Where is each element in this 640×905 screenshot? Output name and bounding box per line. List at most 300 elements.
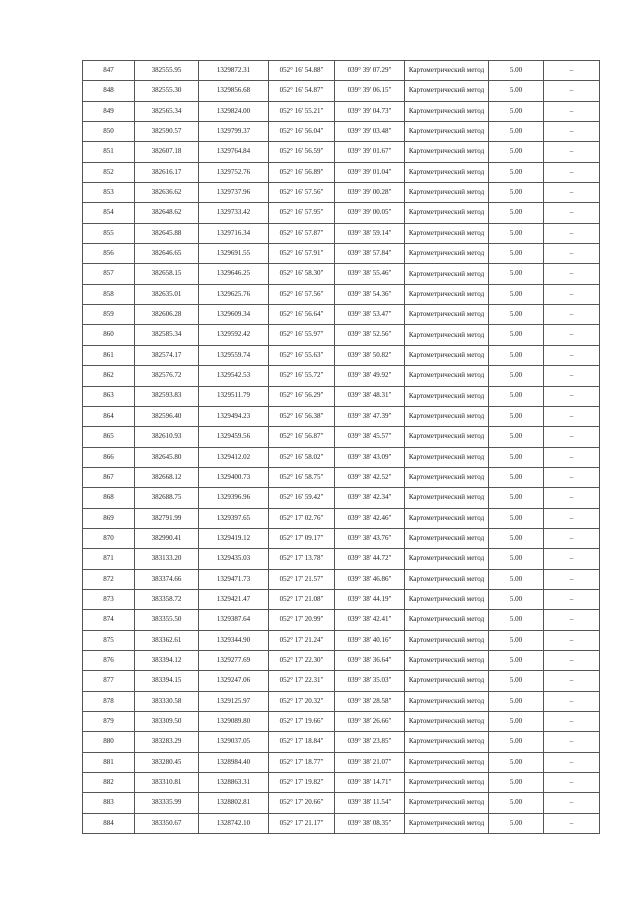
method-cell: Картометрический метод xyxy=(405,691,489,711)
point-number-cell: 884 xyxy=(83,813,135,833)
point-number-cell: 850 xyxy=(83,122,135,142)
y-coordinate-cell: 1329646.25 xyxy=(199,264,269,284)
accuracy-cell: 5.00 xyxy=(489,203,544,223)
method-cell: Картометрический метод xyxy=(405,671,489,691)
note-cell: – xyxy=(544,488,600,508)
longitude-cell: 039° 39' 00.28" xyxy=(335,183,405,203)
point-number-cell: 864 xyxy=(83,406,135,426)
y-coordinate-cell: 1328742.10 xyxy=(199,813,269,833)
method-cell: Картометрический метод xyxy=(405,305,489,325)
y-coordinate-cell: 1329125.97 xyxy=(199,691,269,711)
latitude-cell: 052° 17' 18.77" xyxy=(269,752,335,772)
point-number-cell: 847 xyxy=(83,61,135,81)
longitude-cell: 039° 38' 49.92" xyxy=(335,366,405,386)
longitude-cell: 039° 38' 43.76" xyxy=(335,528,405,548)
table-row xyxy=(83,427,600,447)
note-cell: – xyxy=(544,528,600,548)
longitude-cell: 039° 38' 42.34" xyxy=(335,488,405,508)
point-number-cell: 854 xyxy=(83,203,135,223)
point-number-cell: 882 xyxy=(83,773,135,793)
method-cell: Картометрический метод xyxy=(405,81,489,101)
y-coordinate-cell: 1328802.81 xyxy=(199,793,269,813)
point-number-cell: 868 xyxy=(83,488,135,508)
method-cell: Картометрический метод xyxy=(405,650,489,670)
latitude-cell: 052° 16' 59.42" xyxy=(269,488,335,508)
point-number-cell: 871 xyxy=(83,549,135,569)
x-coordinate-cell: 383394.15 xyxy=(135,671,199,691)
latitude-cell: 052° 17' 19.82" xyxy=(269,773,335,793)
table-row xyxy=(83,183,600,203)
method-cell: Картометрический метод xyxy=(405,122,489,142)
note-cell: – xyxy=(544,732,600,752)
x-coordinate-cell: 382645.88 xyxy=(135,223,199,243)
latitude-cell: 052° 16' 55.72" xyxy=(269,366,335,386)
method-cell: Картометрический метод xyxy=(405,406,489,426)
accuracy-cell: 5.00 xyxy=(489,406,544,426)
accuracy-cell: 5.00 xyxy=(489,549,544,569)
y-coordinate-cell: 1329277.69 xyxy=(199,650,269,670)
table-row xyxy=(83,162,600,182)
note-cell: – xyxy=(544,264,600,284)
latitude-cell: 052° 17' 18.84" xyxy=(269,732,335,752)
method-cell: Картометрический метод xyxy=(405,508,489,528)
note-cell: – xyxy=(544,203,600,223)
note-cell: – xyxy=(544,813,600,833)
table-row xyxy=(83,61,600,81)
longitude-cell: 039° 38' 50.82" xyxy=(335,345,405,365)
note-cell: – xyxy=(544,773,600,793)
x-coordinate-cell: 382645.80 xyxy=(135,447,199,467)
longitude-cell: 039° 38' 52.56" xyxy=(335,325,405,345)
latitude-cell: 052° 16' 57.56" xyxy=(269,183,335,203)
method-cell: Картометрический метод xyxy=(405,589,489,609)
table-row xyxy=(83,101,600,121)
method-cell: Картометрический метод xyxy=(405,569,489,589)
longitude-cell: 039° 38' 48.31" xyxy=(335,386,405,406)
latitude-cell: 052° 16' 56.64" xyxy=(269,305,335,325)
note-cell: – xyxy=(544,793,600,813)
method-cell: Картометрический метод xyxy=(405,183,489,203)
longitude-cell: 039° 38' 36.64" xyxy=(335,650,405,670)
note-cell: – xyxy=(544,284,600,304)
accuracy-cell: 5.00 xyxy=(489,528,544,548)
table-row xyxy=(83,142,600,162)
method-cell: Картометрический метод xyxy=(405,101,489,121)
note-cell: – xyxy=(544,589,600,609)
accuracy-cell: 5.00 xyxy=(489,325,544,345)
latitude-cell: 052° 16' 56.87" xyxy=(269,427,335,447)
y-coordinate-cell: 1329344.90 xyxy=(199,630,269,650)
point-number-cell: 852 xyxy=(83,162,135,182)
table-row xyxy=(83,488,600,508)
point-number-cell: 866 xyxy=(83,447,135,467)
table-row xyxy=(83,813,600,833)
latitude-cell: 052° 16' 55.21" xyxy=(269,101,335,121)
latitude-cell: 052° 17' 20.66" xyxy=(269,793,335,813)
longitude-cell: 039° 38' 14.71" xyxy=(335,773,405,793)
latitude-cell: 052° 16' 56.29" xyxy=(269,386,335,406)
note-cell: – xyxy=(544,81,600,101)
method-cell: Картометрический метод xyxy=(405,162,489,182)
point-number-cell: 849 xyxy=(83,101,135,121)
table-row xyxy=(83,366,600,386)
point-number-cell: 879 xyxy=(83,712,135,732)
x-coordinate-cell: 382574.17 xyxy=(135,345,199,365)
table-row xyxy=(83,386,600,406)
latitude-cell: 052° 16' 56.38" xyxy=(269,406,335,426)
x-coordinate-cell: 383355.50 xyxy=(135,610,199,630)
latitude-cell: 052° 16' 56.89" xyxy=(269,162,335,182)
table-row xyxy=(83,508,600,528)
y-coordinate-cell: 1329799.37 xyxy=(199,122,269,142)
method-cell: Картометрический метод xyxy=(405,203,489,223)
x-coordinate-cell: 382791.99 xyxy=(135,508,199,528)
method-cell: Картометрический метод xyxy=(405,244,489,264)
longitude-cell: 039° 38' 26.66" xyxy=(335,712,405,732)
x-coordinate-cell: 382590.57 xyxy=(135,122,199,142)
table-row xyxy=(83,284,600,304)
note-cell: – xyxy=(544,183,600,203)
point-number-cell: 876 xyxy=(83,650,135,670)
note-cell: – xyxy=(544,691,600,711)
latitude-cell: 052° 16' 56.04" xyxy=(269,122,335,142)
note-cell: – xyxy=(544,223,600,243)
point-number-cell: 867 xyxy=(83,467,135,487)
table-row xyxy=(83,732,600,752)
y-coordinate-cell: 1329824.00 xyxy=(199,101,269,121)
table-row xyxy=(83,203,600,223)
longitude-cell: 039° 38' 08.35" xyxy=(335,813,405,833)
longitude-cell: 039° 38' 11.54" xyxy=(335,793,405,813)
latitude-cell: 052° 17' 02.76" xyxy=(269,508,335,528)
y-coordinate-cell: 1329459.56 xyxy=(199,427,269,447)
y-coordinate-cell: 1329421.47 xyxy=(199,589,269,609)
latitude-cell: 052° 17' 21.08" xyxy=(269,589,335,609)
longitude-cell: 039° 38' 45.57" xyxy=(335,427,405,447)
latitude-cell: 052° 16' 57.87" xyxy=(269,223,335,243)
note-cell: – xyxy=(544,712,600,732)
accuracy-cell: 5.00 xyxy=(489,671,544,691)
table-row xyxy=(83,752,600,772)
note-cell: – xyxy=(544,162,600,182)
accuracy-cell: 5.00 xyxy=(489,650,544,670)
accuracy-cell: 5.00 xyxy=(489,244,544,264)
note-cell: – xyxy=(544,569,600,589)
point-number-cell: 880 xyxy=(83,732,135,752)
longitude-cell: 039° 38' 54.36" xyxy=(335,284,405,304)
note-cell: – xyxy=(544,610,600,630)
accuracy-cell: 5.00 xyxy=(489,305,544,325)
note-cell: – xyxy=(544,244,600,264)
accuracy-cell: 5.00 xyxy=(489,101,544,121)
method-cell: Картометрический метод xyxy=(405,528,489,548)
x-coordinate-cell: 382565.34 xyxy=(135,101,199,121)
accuracy-cell: 5.00 xyxy=(489,162,544,182)
table-row xyxy=(83,325,600,345)
x-coordinate-cell: 382636.62 xyxy=(135,183,199,203)
table-row xyxy=(83,671,600,691)
note-cell: – xyxy=(544,650,600,670)
longitude-cell: 039° 39' 04.73" xyxy=(335,101,405,121)
longitude-cell: 039° 38' 59.14" xyxy=(335,223,405,243)
y-coordinate-cell: 1329856.68 xyxy=(199,81,269,101)
latitude-cell: 052° 16' 58.75" xyxy=(269,467,335,487)
x-coordinate-cell: 382576.72 xyxy=(135,366,199,386)
method-cell: Картометрический метод xyxy=(405,142,489,162)
note-cell: – xyxy=(544,406,600,426)
note-cell: – xyxy=(544,508,600,528)
table-body xyxy=(83,61,600,834)
x-coordinate-cell: 382990.41 xyxy=(135,528,199,548)
accuracy-cell: 5.00 xyxy=(489,386,544,406)
method-cell: Картометрический метод xyxy=(405,447,489,467)
x-coordinate-cell: 382616.17 xyxy=(135,162,199,182)
longitude-cell: 039° 38' 21.07" xyxy=(335,752,405,772)
accuracy-cell: 5.00 xyxy=(489,142,544,162)
x-coordinate-cell: 383283.29 xyxy=(135,732,199,752)
latitude-cell: 052° 16' 54.87" xyxy=(269,81,335,101)
longitude-cell: 039° 39' 07.29" xyxy=(335,61,405,81)
longitude-cell: 039° 38' 23.85" xyxy=(335,732,405,752)
note-cell: – xyxy=(544,386,600,406)
accuracy-cell: 5.00 xyxy=(489,447,544,467)
longitude-cell: 039° 39' 03.48" xyxy=(335,122,405,142)
y-coordinate-cell: 1329397.65 xyxy=(199,508,269,528)
table-row xyxy=(83,122,600,142)
table-row xyxy=(83,447,600,467)
accuracy-cell: 5.00 xyxy=(489,752,544,772)
y-coordinate-cell: 1329089.80 xyxy=(199,712,269,732)
latitude-cell: 052° 17' 21.17" xyxy=(269,813,335,833)
point-number-cell: 863 xyxy=(83,386,135,406)
x-coordinate-cell: 382688.75 xyxy=(135,488,199,508)
method-cell: Картометрический метод xyxy=(405,427,489,447)
latitude-cell: 052° 17' 22.31" xyxy=(269,671,335,691)
x-coordinate-cell: 383309.50 xyxy=(135,712,199,732)
accuracy-cell: 5.00 xyxy=(489,223,544,243)
note-cell: – xyxy=(544,122,600,142)
y-coordinate-cell: 1329387.64 xyxy=(199,610,269,630)
x-coordinate-cell: 382668.12 xyxy=(135,467,199,487)
point-number-cell: 865 xyxy=(83,427,135,447)
x-coordinate-cell: 382606.28 xyxy=(135,305,199,325)
x-coordinate-cell: 383280.45 xyxy=(135,752,199,772)
note-cell: – xyxy=(544,549,600,569)
method-cell: Картометрический метод xyxy=(405,773,489,793)
x-coordinate-cell: 383374.66 xyxy=(135,569,199,589)
note-cell: – xyxy=(544,101,600,121)
note-cell: – xyxy=(544,630,600,650)
point-number-cell: 857 xyxy=(83,264,135,284)
table-row xyxy=(83,528,600,548)
latitude-cell: 052° 17' 22.30" xyxy=(269,650,335,670)
y-coordinate-cell: 1328984.40 xyxy=(199,752,269,772)
point-number-cell: 869 xyxy=(83,508,135,528)
accuracy-cell: 5.00 xyxy=(489,732,544,752)
longitude-cell: 039° 38' 44.72" xyxy=(335,549,405,569)
table-row xyxy=(83,630,600,650)
accuracy-cell: 5.00 xyxy=(489,773,544,793)
x-coordinate-cell: 383310.81 xyxy=(135,773,199,793)
note-cell: – xyxy=(544,142,600,162)
longitude-cell: 039° 38' 42.41" xyxy=(335,610,405,630)
y-coordinate-cell: 1329037.05 xyxy=(199,732,269,752)
x-coordinate-cell: 382555.30 xyxy=(135,81,199,101)
method-cell: Картометрический метод xyxy=(405,223,489,243)
y-coordinate-cell: 1329396.96 xyxy=(199,488,269,508)
table-row xyxy=(83,610,600,630)
y-coordinate-cell: 1329412.02 xyxy=(199,447,269,467)
x-coordinate-cell: 382596.40 xyxy=(135,406,199,426)
x-coordinate-cell: 382585.34 xyxy=(135,325,199,345)
longitude-cell: 039° 38' 42.46" xyxy=(335,508,405,528)
accuracy-cell: 5.00 xyxy=(489,569,544,589)
accuracy-cell: 5.00 xyxy=(489,691,544,711)
point-number-cell: 848 xyxy=(83,81,135,101)
note-cell: – xyxy=(544,467,600,487)
y-coordinate-cell: 1329872.31 xyxy=(199,61,269,81)
x-coordinate-cell: 383358.72 xyxy=(135,589,199,609)
point-number-cell: 873 xyxy=(83,589,135,609)
accuracy-cell: 5.00 xyxy=(489,427,544,447)
x-coordinate-cell: 382593.83 xyxy=(135,386,199,406)
method-cell: Картометрический метод xyxy=(405,284,489,304)
point-number-cell: 877 xyxy=(83,671,135,691)
table-row xyxy=(83,345,600,365)
latitude-cell: 052° 16' 56.59" xyxy=(269,142,335,162)
accuracy-cell: 5.00 xyxy=(489,508,544,528)
x-coordinate-cell: 382610.93 xyxy=(135,427,199,447)
table-row xyxy=(83,549,600,569)
latitude-cell: 052° 16' 54.88" xyxy=(269,61,335,81)
point-number-cell: 862 xyxy=(83,366,135,386)
note-cell: – xyxy=(544,345,600,365)
latitude-cell: 052° 17' 21.57" xyxy=(269,569,335,589)
accuracy-cell: 5.00 xyxy=(489,81,544,101)
accuracy-cell: 5.00 xyxy=(489,467,544,487)
point-number-cell: 853 xyxy=(83,183,135,203)
accuracy-cell: 5.00 xyxy=(489,793,544,813)
table-row xyxy=(83,406,600,426)
longitude-cell: 039° 38' 44.19" xyxy=(335,589,405,609)
method-cell: Картометрический метод xyxy=(405,793,489,813)
table-row xyxy=(83,712,600,732)
accuracy-cell: 5.00 xyxy=(489,183,544,203)
accuracy-cell: 5.00 xyxy=(489,345,544,365)
point-number-cell: 859 xyxy=(83,305,135,325)
point-number-cell: 883 xyxy=(83,793,135,813)
table-row xyxy=(83,589,600,609)
accuracy-cell: 5.00 xyxy=(489,366,544,386)
method-cell: Картометрический метод xyxy=(405,630,489,650)
y-coordinate-cell: 1329733.42 xyxy=(199,203,269,223)
x-coordinate-cell: 382658.15 xyxy=(135,264,199,284)
latitude-cell: 052° 17' 21.24" xyxy=(269,630,335,650)
longitude-cell: 039° 39' 06.15" xyxy=(335,81,405,101)
accuracy-cell: 5.00 xyxy=(489,488,544,508)
x-coordinate-cell: 383350.67 xyxy=(135,813,199,833)
point-number-cell: 875 xyxy=(83,630,135,650)
table-row xyxy=(83,223,600,243)
x-coordinate-cell: 383330.58 xyxy=(135,691,199,711)
y-coordinate-cell: 1329435.03 xyxy=(199,549,269,569)
y-coordinate-cell: 1329542.53 xyxy=(199,366,269,386)
accuracy-cell: 5.00 xyxy=(489,122,544,142)
accuracy-cell: 5.00 xyxy=(489,589,544,609)
note-cell: – xyxy=(544,752,600,772)
y-coordinate-cell: 1329716.34 xyxy=(199,223,269,243)
latitude-cell: 052° 16' 55.97" xyxy=(269,325,335,345)
longitude-cell: 039° 38' 35.03" xyxy=(335,671,405,691)
method-cell: Картометрический метод xyxy=(405,264,489,284)
table-row xyxy=(83,244,600,264)
point-number-cell: 858 xyxy=(83,284,135,304)
x-coordinate-cell: 382635.01 xyxy=(135,284,199,304)
x-coordinate-cell: 383133.20 xyxy=(135,549,199,569)
y-coordinate-cell: 1329764.84 xyxy=(199,142,269,162)
longitude-cell: 039° 38' 40.16" xyxy=(335,630,405,650)
latitude-cell: 052° 17' 20.32" xyxy=(269,691,335,711)
method-cell: Картометрический метод xyxy=(405,61,489,81)
point-number-cell: 872 xyxy=(83,569,135,589)
point-number-cell: 860 xyxy=(83,325,135,345)
latitude-cell: 052° 17' 20.99" xyxy=(269,610,335,630)
accuracy-cell: 5.00 xyxy=(489,264,544,284)
point-number-cell: 851 xyxy=(83,142,135,162)
table-row xyxy=(83,793,600,813)
y-coordinate-cell: 1329737.96 xyxy=(199,183,269,203)
longitude-cell: 039° 38' 43.09" xyxy=(335,447,405,467)
table-row xyxy=(83,569,600,589)
accuracy-cell: 5.00 xyxy=(489,284,544,304)
note-cell: – xyxy=(544,427,600,447)
x-coordinate-cell: 382648.62 xyxy=(135,203,199,223)
latitude-cell: 052° 16' 58.30" xyxy=(269,264,335,284)
longitude-cell: 039° 38' 53.47" xyxy=(335,305,405,325)
y-coordinate-cell: 1329559.74 xyxy=(199,345,269,365)
longitude-cell: 039° 38' 46.86" xyxy=(335,569,405,589)
point-number-cell: 870 xyxy=(83,528,135,548)
point-number-cell: 878 xyxy=(83,691,135,711)
method-cell: Картометрический метод xyxy=(405,488,489,508)
table-row xyxy=(83,467,600,487)
longitude-cell: 039° 39' 01.04" xyxy=(335,162,405,182)
coordinates-table xyxy=(82,60,600,834)
table-row xyxy=(83,81,600,101)
longitude-cell: 039° 38' 55.46" xyxy=(335,264,405,284)
note-cell: – xyxy=(544,447,600,467)
y-coordinate-cell: 1329419.12 xyxy=(199,528,269,548)
note-cell: – xyxy=(544,325,600,345)
table-row xyxy=(83,305,600,325)
table-row xyxy=(83,264,600,284)
x-coordinate-cell: 383362.61 xyxy=(135,630,199,650)
note-cell: – xyxy=(544,305,600,325)
method-cell: Картометрический метод xyxy=(405,549,489,569)
x-coordinate-cell: 383335.99 xyxy=(135,793,199,813)
longitude-cell: 039° 38' 42.52" xyxy=(335,467,405,487)
y-coordinate-cell: 1329625.76 xyxy=(199,284,269,304)
method-cell: Картометрический метод xyxy=(405,386,489,406)
point-number-cell: 874 xyxy=(83,610,135,630)
latitude-cell: 052° 16' 57.91" xyxy=(269,244,335,264)
table-row xyxy=(83,691,600,711)
method-cell: Картометрический метод xyxy=(405,467,489,487)
latitude-cell: 052° 16' 58.02" xyxy=(269,447,335,467)
x-coordinate-cell: 382607.18 xyxy=(135,142,199,162)
point-number-cell: 855 xyxy=(83,223,135,243)
accuracy-cell: 5.00 xyxy=(489,712,544,732)
